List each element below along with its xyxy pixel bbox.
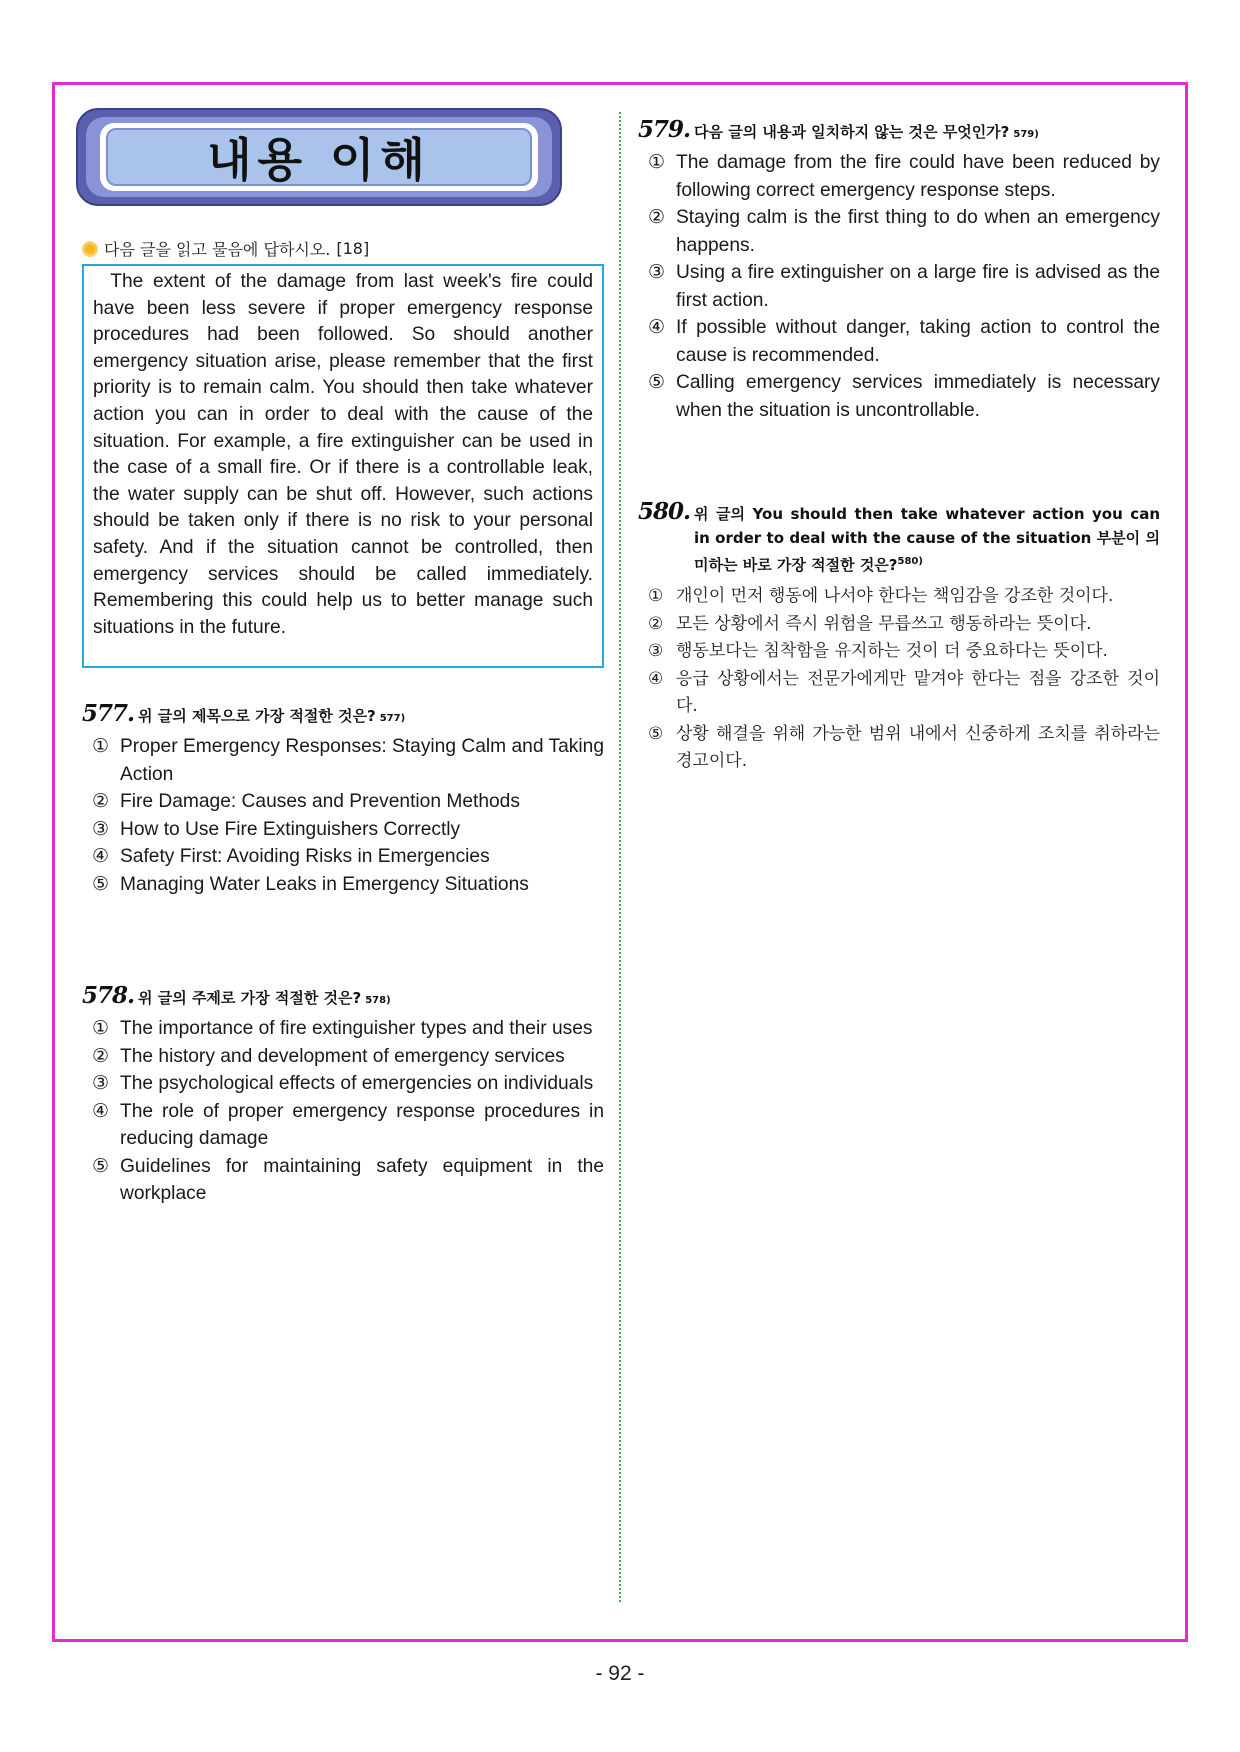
question-prompt: 위 글의 You should then take whatever action you can in order to deal with the cause of the situation 부분이 의미하는 바로 가장 적절한 것은?$^{580)}$ (694, 505, 1160, 574)
question-number: 580. (638, 498, 691, 525)
answer-option[interactable]: ④ 응급 상황에서는 전문가에게만 맡겨야 한다는 점을 강조한 것이다. (648, 668, 1160, 716)
flower-icon (82, 241, 98, 257)
answer-option[interactable]: ② 모든 상황에서 즉시 위험을 무릅쓰고 행동하라는 뜻이다. (648, 613, 1092, 634)
answer-option[interactable]: ③ The psychological effects of emergencies on individuals (92, 1073, 594, 1094)
answer-option[interactable]: ① 개인이 먼저 행동에 나서야 한다는 책임감을 강조한 것이다. (648, 586, 1114, 606)
question-prompt: 위 글의 주제로 가장 적절한 것은? (138, 989, 362, 1007)
answer-option[interactable]: ⑤ 상황 해결을 위해 가능한 범위 내에서 신중하게 조치를 취하라는 경고이다. (648, 723, 1160, 771)
answer-option[interactable]: ② Fire Damage: Causes and Prevention Methods (92, 791, 520, 812)
answer-option[interactable]: ③ Using a fire extinguisher on a large fire is advised as the first action. (648, 262, 1160, 311)
question-577 (82, 700, 604, 898)
answer-option[interactable]: ⑤ Guidelines for maintaining safety equipment in the workplace (92, 1155, 604, 1204)
answer-option[interactable]: ③ How to Use Fire Extinguishers Correctly (92, 818, 461, 840)
answer-option[interactable]: ① The damage from the fire could have been reduced by following correct emergency response steps. (648, 152, 1160, 201)
question-prompt: 위 글의 제목으로 가장 적절한 것은? (138, 707, 376, 725)
footnote-ref: 577) (379, 713, 406, 724)
question-number: 578. (82, 982, 135, 1009)
instruction (82, 237, 369, 260)
answer-option[interactable]: ② The history and development of emergency services (92, 1045, 565, 1067)
footnote-ref: 579) (1013, 129, 1039, 140)
answer-option[interactable]: ③ 행동보다는 침착함을 유지하는 것이 더 중요하다는 뜻이다. (648, 641, 1108, 661)
question-578 (82, 982, 604, 1208)
page-number: - 92 - (595, 1662, 645, 1685)
question-number: 579. (638, 116, 691, 143)
column-divider (619, 112, 621, 1602)
reading-passage: The extent of the damage from last week's fire could have been less severe if proper emergency response procedures had been followed. So should another emergency situation arise, please remember that the first priority is to remain calm. You should then take whatever action you can in order to deal with the cause of the situation. For example, a fire extinguisher can be used in the case of a small fire. Or if there is a controllable leak, the water supply can be shut off. However, such actions should be taken only if there is no risk to your personal safety. And if the situation cannot be controlled, then emergency services should be called immediately. Remembering this could help us to better manage such situations in the future. (82, 264, 604, 668)
instruction-text: 다음 글을 읽고 물음에 답하시오. (104, 240, 331, 259)
answer-option[interactable]: ⑤ Calling emergency services immediately is necessary when the situation is uncontrollable. (648, 372, 1160, 421)
answer-option[interactable]: ⑤ Managing Water Leaks in Emergency Situations (92, 873, 529, 895)
answer-option[interactable]: ④ If possible without danger, taking action to control the cause is recommended. (648, 317, 1160, 366)
answer-option[interactable]: ① The importance of fire extinguisher types and their uses (92, 1018, 593, 1039)
answer-option[interactable]: ① Proper Emergency Responses: Staying Calm and Taking Action (92, 736, 604, 785)
footnote-ref: 580) (897, 556, 923, 567)
answer-option[interactable]: ④ The role of proper emergency response procedures in reducing damage (92, 1100, 604, 1149)
section-title-banner (76, 108, 562, 206)
section-title: 내용 이해 (207, 133, 431, 187)
question-prompt: 다음 글의 내용과 일치하지 않는 것은 무엇인가? (694, 123, 1010, 141)
answer-option[interactable]: ② Staying calm is the first thing to do when an emergency happens. (648, 207, 1160, 256)
footnote-ref: 578) (365, 995, 391, 1006)
question-number: 577. (82, 700, 135, 727)
question-579 (638, 116, 1160, 424)
answer-option[interactable]: ④ Safety First: Avoiding Risks in Emergencies (92, 846, 490, 867)
question-580 (638, 498, 1160, 776)
instruction-ref: [18] (336, 239, 370, 258)
